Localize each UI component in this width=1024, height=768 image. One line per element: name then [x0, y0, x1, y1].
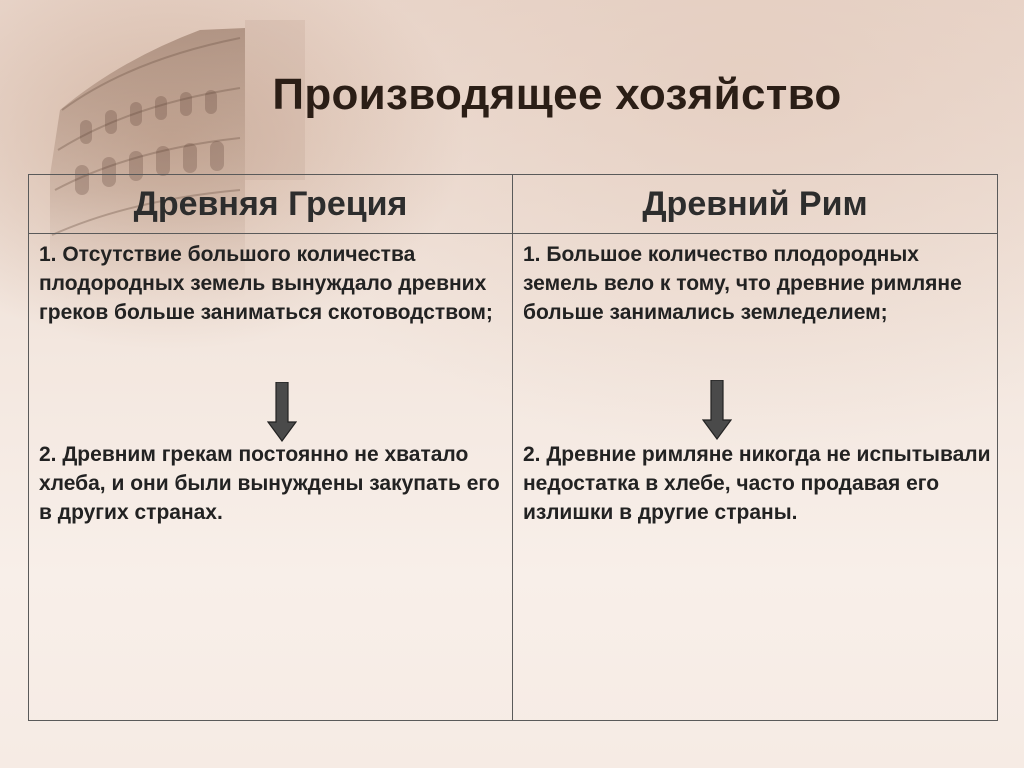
rome-point-2: 2. Древние римляне никогда не испытывали недостатка в хлебе, часто продавая его излишки в другие страны. [523, 443, 991, 524]
header-ancient-rome: Древний Рим [513, 175, 998, 234]
comparison-table [28, 174, 998, 721]
slide-title: Производящее хозяйство [272, 70, 842, 119]
table-header-row [29, 175, 998, 234]
greece-point-1: 1. Отсутствие большого количества плодородных земель вынуждало древних греков больше заниматься скотоводством; [39, 243, 493, 324]
down-arrow-icon [702, 380, 732, 440]
greece-cell [29, 234, 513, 721]
rome-point-1: 1. Большое количество плодородных земель вело к тому, что древние римляне больше занимались земледелием; [523, 243, 962, 324]
header-ancient-greece: Древняя Греция [29, 175, 513, 234]
down-arrow-icon [267, 382, 297, 442]
greece-point-2: 2. Древним грекам постоянно не хватало хлеба, и они были вынуждены закупать его в других странах. [39, 443, 500, 524]
table-body-row [29, 234, 998, 721]
rome-cell [513, 234, 998, 721]
